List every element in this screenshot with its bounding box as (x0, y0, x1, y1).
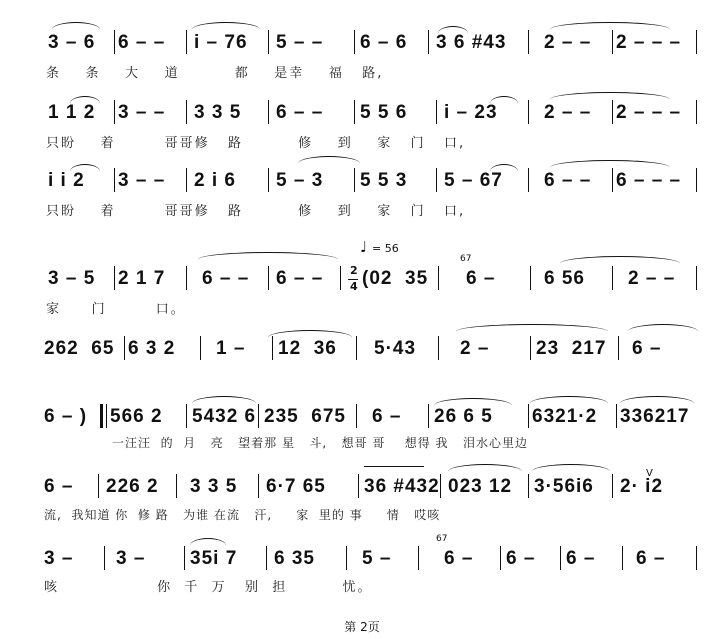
score-line-1 (0, 8, 724, 81)
barline (612, 168, 613, 192)
barline (266, 546, 267, 570)
barline (124, 336, 125, 360)
barline (612, 474, 613, 498)
measure-notes: 5 – (362, 548, 392, 569)
measure-notes: 3 – (116, 548, 146, 569)
measure-notes: 5 – – (276, 32, 324, 53)
measure-notes: 2 – – (628, 268, 676, 289)
measure-notes: 336217 (620, 406, 690, 427)
barline (356, 404, 357, 428)
quarter-note-icon: ♩ (360, 238, 368, 256)
measure-notes: 6 – ) (44, 406, 88, 427)
measure-notes: 6·7 65 (266, 476, 326, 497)
barline (612, 100, 613, 124)
barline (268, 100, 269, 124)
measure-notes: i – 23 (444, 102, 498, 123)
barline (696, 30, 697, 54)
lyrics: 只盼 着 哥哥修 路 修 到 家 门 口, (46, 136, 466, 151)
barline (176, 474, 177, 498)
barline (696, 100, 697, 124)
barline (272, 336, 273, 360)
barline (696, 168, 697, 192)
measure-notes: 5 – 3 (276, 170, 324, 191)
barline (440, 474, 441, 498)
measure-notes: 2 – (460, 338, 490, 359)
measure-notes: 35i 7 (190, 548, 238, 569)
barline (612, 266, 613, 290)
barline (356, 336, 357, 360)
barline (418, 546, 419, 570)
breath-mark: V (646, 468, 653, 479)
measure-notes: 6 – (632, 338, 662, 359)
measure-notes: 3 – – (118, 170, 166, 191)
measure-notes: 6 56 (544, 268, 585, 289)
barline (358, 474, 359, 498)
barline (428, 30, 429, 54)
barline (436, 168, 437, 192)
grace-notes: 67 (436, 534, 448, 544)
measure-notes: 6 – – (276, 268, 324, 289)
lyrics: 一汪汪 的 月 亮 望着那 星 斗, 想哥 哥 想得 我 泪水心里边 (112, 436, 528, 450)
time-signature-top: 2 (350, 264, 358, 277)
tempo-marking: = 56 (372, 242, 399, 255)
lyrics: 家 门 口。 (46, 302, 186, 317)
measure-notes: 2· i2 (620, 476, 664, 497)
barline (618, 336, 619, 360)
barline (186, 404, 187, 428)
slur (198, 252, 338, 267)
barline (612, 30, 613, 54)
measure-notes: 5 5 6 (360, 102, 408, 123)
barline (258, 404, 259, 428)
barline (114, 266, 115, 290)
measure-notes: 6 – – (544, 170, 592, 191)
barline (354, 30, 355, 54)
repeat-barline (100, 404, 103, 428)
measure-notes: 2 1 7 (118, 268, 166, 289)
score-line-3 (0, 146, 724, 219)
measure-notes: 12 36 (278, 338, 337, 359)
measure-notes: 6 – – (276, 102, 324, 123)
measure-notes: (02 35 (362, 268, 429, 289)
lyrics: 条 条 大 道 都 是幸 福 路, (46, 66, 384, 81)
measure-notes: 5 5 3 (360, 170, 408, 191)
lyrics: 只盼 着 哥哥修 路 修 到 家 门 口, (46, 204, 466, 219)
measure-notes: 23 217 (536, 338, 607, 359)
measure-notes: 6 3 2 (128, 338, 176, 359)
score-line-4 (0, 236, 724, 317)
measure-notes: 5432 6 (192, 406, 257, 427)
measure-notes: 6 – 6 (360, 32, 408, 53)
barline (104, 546, 105, 570)
measure-notes: 262 65 (44, 338, 115, 359)
measure-notes: 6 – – (118, 32, 166, 53)
barline (186, 30, 187, 54)
measure-notes: 3·56i6 (534, 476, 594, 497)
measure-notes: 6 – (372, 406, 402, 427)
measure-notes: 6 35 (274, 548, 315, 569)
barline (616, 404, 617, 428)
barline (114, 30, 115, 54)
barline (186, 100, 187, 124)
barline (186, 266, 187, 290)
score-line-8 (0, 528, 724, 598)
barline (696, 266, 697, 290)
barline (114, 168, 115, 192)
slur (298, 156, 360, 171)
measure-notes: 26 6 5 (434, 406, 493, 427)
measure-notes: 566 2 (110, 406, 163, 427)
barline (528, 100, 529, 124)
lyrics: 流, 我知道 你 修 路 为谁 在流 汗, 家 里的 事 情 哎咳 (44, 508, 441, 522)
barline (98, 474, 99, 498)
barline (622, 546, 623, 570)
measure-notes: 3 6 #43 (436, 32, 507, 53)
measure-notes: 5·43 (374, 338, 417, 359)
barline (428, 404, 429, 428)
measure-notes: 3 – – (118, 102, 166, 123)
barline (114, 100, 115, 124)
barline (186, 168, 187, 192)
measure-notes: i i 2 (48, 170, 85, 191)
measure-notes: 1 – (216, 338, 246, 359)
barline (354, 100, 355, 124)
measure-notes: 1 1 2 (48, 102, 96, 123)
score-line-6 (0, 386, 724, 456)
barline (268, 168, 269, 192)
measure-notes: 235 675 (264, 406, 346, 427)
measure-notes: 2 – – (544, 102, 592, 123)
barline (258, 474, 259, 498)
barline (528, 30, 529, 54)
barline (106, 404, 107, 428)
measure-notes: 6321·2 (532, 406, 598, 427)
barline (436, 100, 437, 124)
measure-notes: 6 – (466, 268, 496, 289)
measure-notes: 3 – 6 (48, 32, 96, 53)
score-line-5 (0, 318, 724, 388)
barline (500, 546, 501, 570)
measure-notes: 6 – (506, 548, 536, 569)
measure-notes: 2 – – (544, 32, 592, 53)
triplet-bracket (364, 466, 424, 467)
measure-notes: 6 – (444, 548, 474, 569)
measure-notes: 36 #432 (364, 476, 440, 497)
barline (530, 336, 531, 360)
barline (184, 546, 185, 570)
barline (530, 266, 531, 290)
measure-notes: 6 – (44, 476, 74, 497)
measure-notes: 3 – 5 (48, 268, 96, 289)
barline (438, 266, 439, 290)
barline (528, 474, 529, 498)
measure-notes: 6 – (636, 548, 666, 569)
slur (456, 324, 608, 339)
measure-notes: 2 – – – (616, 32, 682, 53)
measure-notes: 6 – (566, 548, 596, 569)
barline (346, 546, 347, 570)
barline (354, 168, 355, 192)
measure-notes: 2 i 6 (194, 170, 236, 191)
lyrics: 咳 你 千 万 别 担 忧。 (44, 580, 373, 595)
measure-notes: 5 – 67 (444, 170, 503, 191)
barline (438, 336, 439, 360)
barline (560, 546, 561, 570)
measure-notes: 6 – – – (616, 170, 682, 191)
time-signature-bottom: 4 (350, 280, 358, 293)
barline (200, 336, 201, 360)
measure-notes: 2 – – – (616, 102, 682, 123)
barline (268, 30, 269, 54)
measure-notes: i – 76 (194, 32, 248, 53)
barline (268, 266, 269, 290)
measure-notes: 3 – (44, 548, 74, 569)
barline (340, 266, 341, 290)
measure-notes: 023 12 (448, 476, 513, 497)
slur (628, 324, 698, 339)
measure-notes: 3 3 5 (190, 476, 238, 497)
barline (528, 404, 529, 428)
grace-notes: 67 (460, 254, 472, 264)
score-line-2 (0, 78, 724, 151)
score-line-7 (0, 456, 724, 526)
page-number: 第 2页 (344, 620, 380, 634)
measure-notes: 226 2 (106, 476, 159, 497)
measure-notes: 3 3 5 (194, 102, 242, 123)
measure-notes: 6 – – (202, 268, 250, 289)
barline (528, 168, 529, 192)
barline (696, 546, 697, 570)
